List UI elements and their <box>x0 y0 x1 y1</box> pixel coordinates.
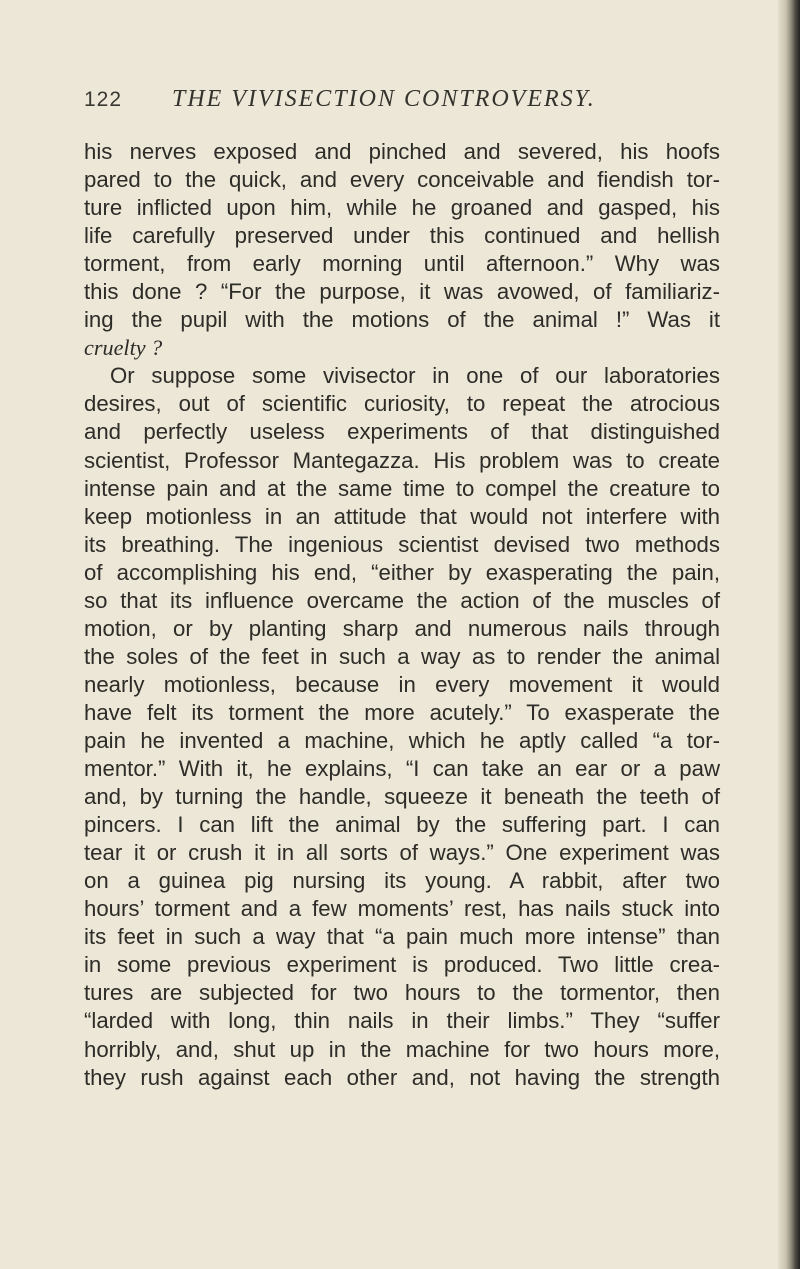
text-line: have felt its torment the more acutely.” To exasperate the <box>84 699 720 725</box>
page-header <box>84 88 724 122</box>
text-line: life carefully preserved under this continued and hellish <box>84 223 720 249</box>
text-line: this done ? “For the purpose, it was avowed, of familiariz- <box>84 279 720 305</box>
paragraph-start-line: Or suppose some vivisector in one of our laboratories <box>110 363 720 389</box>
text-line: ture inflicted upon him, while he groaned and gasped, his <box>84 195 720 221</box>
text-line: desires, out of scientific curiosity, to repeat the atrocious <box>84 391 720 417</box>
text-line: hours’ torment and a few moments’ rest, has nails stuck into <box>84 896 720 922</box>
text-line: the soles of the feet in such a way as to render the animal <box>84 643 720 669</box>
running-head: THE VIVISECTION CONTROVERSY. <box>172 86 596 112</box>
text-line: tures are subjected for two hours to the tormentor, then <box>84 980 720 1006</box>
text-line: motion, or by planting sharp and numerous nails through <box>84 615 720 641</box>
text-line-italic: cruelty ? <box>84 335 163 361</box>
text-line: his nerves exposed and pinched and severed, his hoofs <box>84 139 720 164</box>
book-binding-edge <box>778 0 800 1269</box>
text-line: “larded with long, thin nails in their limbs.” They “suffer <box>84 1008 720 1034</box>
text-line: ing the pupil with the motions of the animal !” Was it <box>84 307 720 333</box>
text-line: scientist, Professor Mantegazza. His problem was to create <box>84 447 720 473</box>
text-line: so that its influence overcame the action of the muscles of <box>84 587 720 613</box>
text-line: nearly motionless, because in every movement it would <box>84 671 720 697</box>
body-text <box>84 138 720 1092</box>
text-line: of accomplishing his end, “either by exasperating the pain, <box>84 559 720 585</box>
text-line: on a guinea pig nursing its young. A rabbit, after two <box>84 868 720 894</box>
text-line: pain he invented a machine, which he aptly called “a tor- <box>84 727 720 753</box>
text-line: intense pain and at the same time to compel the creature to <box>84 475 720 501</box>
text-line: they rush against each other and, not having the strength <box>84 1064 720 1090</box>
text-line: torment, from early morning until afternoon.” Why was <box>84 251 720 277</box>
text-line: and perfectly useless experiments of that distinguished <box>84 419 720 445</box>
text-line: horribly, and, shut up in the machine for two hours more, <box>84 1036 720 1062</box>
text-line: pared to the quick, and every conceivable and fiendish tor- <box>84 167 720 193</box>
text-line: in some previous experiment is produced. Two little crea- <box>84 952 720 978</box>
text-line: mentor.” With it, he explains, “I can take an ear or a paw <box>84 756 720 782</box>
text-line: and, by turning the handle, squeeze it beneath the teeth of <box>84 784 720 810</box>
text-line: pincers. I can lift the animal by the suffering part. I can <box>84 812 720 838</box>
text-line: tear it or crush it in all sorts of ways.” One experiment was <box>84 840 720 866</box>
text-line: keep motionless in an attitude that would not interfere with <box>84 503 720 529</box>
page-number: 122 <box>84 88 123 111</box>
text-line: its breathing. The ingenious scientist devised two methods <box>84 531 720 557</box>
text-line: its feet in such a way that “a pain much more intense” than <box>84 924 720 950</box>
